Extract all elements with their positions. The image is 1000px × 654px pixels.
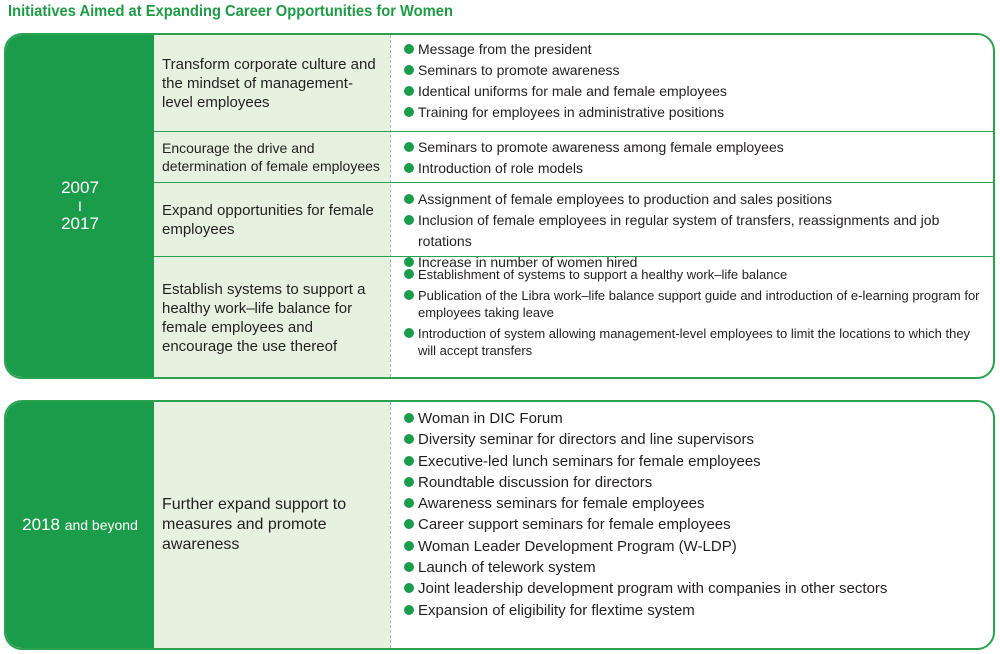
bullet-dot-icon bbox=[404, 215, 414, 225]
list-item: Message from the president bbox=[404, 39, 987, 60]
list-item: Assignment of female employees to production and sales positions bbox=[404, 189, 987, 210]
bullet-dot-icon bbox=[404, 498, 414, 508]
list-item: Woman in DIC Forum bbox=[404, 408, 987, 429]
list-item: Introduction of role models bbox=[404, 158, 987, 179]
bullet-dot-icon bbox=[404, 290, 414, 300]
category-label: Further expand support to measures and promote awareness bbox=[162, 496, 347, 553]
category-label: Encourage the drive and determination of female employees bbox=[162, 140, 380, 174]
bullet-dot-icon bbox=[404, 194, 414, 204]
list-item: Seminars to promote awareness bbox=[404, 60, 987, 81]
bullet-dot-icon bbox=[404, 328, 414, 338]
list-item: Identical uniforms for male and female employees bbox=[404, 81, 987, 102]
bullet-dot-icon bbox=[404, 583, 414, 593]
year-range-separator: I bbox=[78, 198, 82, 214]
bullet-dot-icon bbox=[404, 163, 414, 173]
bullet-dot-icon bbox=[404, 86, 414, 96]
category-label: Transform corporate culture and the mindset of management-level employees bbox=[162, 55, 376, 111]
page-title: Initiatives Aimed at Expanding Career Opportunities for Women bbox=[8, 3, 453, 20]
initiative-list-drive-determination bbox=[404, 137, 987, 179]
bullet-dot-icon bbox=[404, 434, 414, 444]
bullet-dot-icon bbox=[404, 562, 414, 572]
list-item: Establishment of systems to support a healthy work–life balance bbox=[404, 266, 987, 283]
initiative-list-further-expand-support bbox=[404, 408, 987, 621]
year-end: 2017 bbox=[61, 214, 99, 233]
bullet-dot-icon bbox=[404, 541, 414, 551]
period-panel-2018-beyond bbox=[4, 400, 995, 650]
list-item: Launch of telework system bbox=[404, 557, 987, 578]
list-item: Woman Leader Development Program (W-LDP) bbox=[404, 536, 987, 557]
bullet-dot-icon bbox=[404, 142, 414, 152]
category-expand-opportunities bbox=[154, 183, 390, 256]
list-item: Introduction of system allowing management-level employees to limit the locations to which they will accept transfers bbox=[404, 325, 987, 359]
period-panel-2007-2017 bbox=[4, 33, 995, 379]
year-label-2018-beyond bbox=[6, 402, 154, 648]
list-item: Awareness seminars for female employees bbox=[404, 493, 987, 514]
initiative-list-culture-mindset bbox=[404, 39, 987, 123]
category-further-expand-support bbox=[154, 402, 390, 648]
category-culture-mindset bbox=[154, 35, 390, 131]
list-item: Seminars to promote awareness among female employees bbox=[404, 137, 987, 158]
category-work-life-balance bbox=[154, 257, 390, 379]
category-label: Expand opportunities for female employees bbox=[162, 201, 374, 238]
list-item: Publication of the Libra work–life balance support guide and introduction of e-learning program for employees taking leave bbox=[404, 287, 987, 321]
column-divider bbox=[390, 402, 391, 648]
bullet-dot-icon bbox=[404, 44, 414, 54]
year-value: 2018 bbox=[22, 515, 60, 534]
list-item: Executive-led lunch seminars for female employees bbox=[404, 451, 987, 472]
year-suffix: and beyond bbox=[64, 517, 138, 533]
bullet-dot-icon bbox=[404, 269, 414, 279]
initiative-list-expand-opportunities bbox=[404, 189, 987, 273]
bullet-dot-icon bbox=[404, 456, 414, 466]
list-item: Expansion of eligibility for flextime system bbox=[404, 600, 987, 621]
year-label-2007-2017 bbox=[6, 35, 154, 377]
list-item: Joint leadership development program with companies in other sectors bbox=[404, 578, 987, 599]
list-item: Increase in number of women hired bbox=[404, 252, 987, 273]
list-item: Diversity seminar for directors and line supervisors bbox=[404, 429, 987, 450]
list-item: Career support seminars for female employees bbox=[404, 514, 987, 535]
year-start: 2007 bbox=[61, 178, 99, 197]
bullet-dot-icon bbox=[404, 519, 414, 529]
category-label: Establish systems to support a healthy work–life balance for female employees and encourage the use thereof bbox=[162, 281, 366, 355]
category-drive-determination bbox=[154, 132, 390, 182]
initiative-list-work-life-balance bbox=[404, 266, 987, 363]
list-item: Roundtable discussion for directors bbox=[404, 472, 987, 493]
bullet-dot-icon bbox=[404, 477, 414, 487]
bullet-dot-icon bbox=[404, 65, 414, 75]
bullet-dot-icon bbox=[404, 605, 414, 615]
column-divider bbox=[390, 35, 391, 377]
list-item: Inclusion of female employees in regular system of transfers, reassignments and job rotations bbox=[404, 210, 987, 252]
bullet-dot-icon bbox=[404, 107, 414, 117]
list-item: Training for employees in administrative positions bbox=[404, 102, 987, 123]
bullet-dot-icon bbox=[404, 413, 414, 423]
